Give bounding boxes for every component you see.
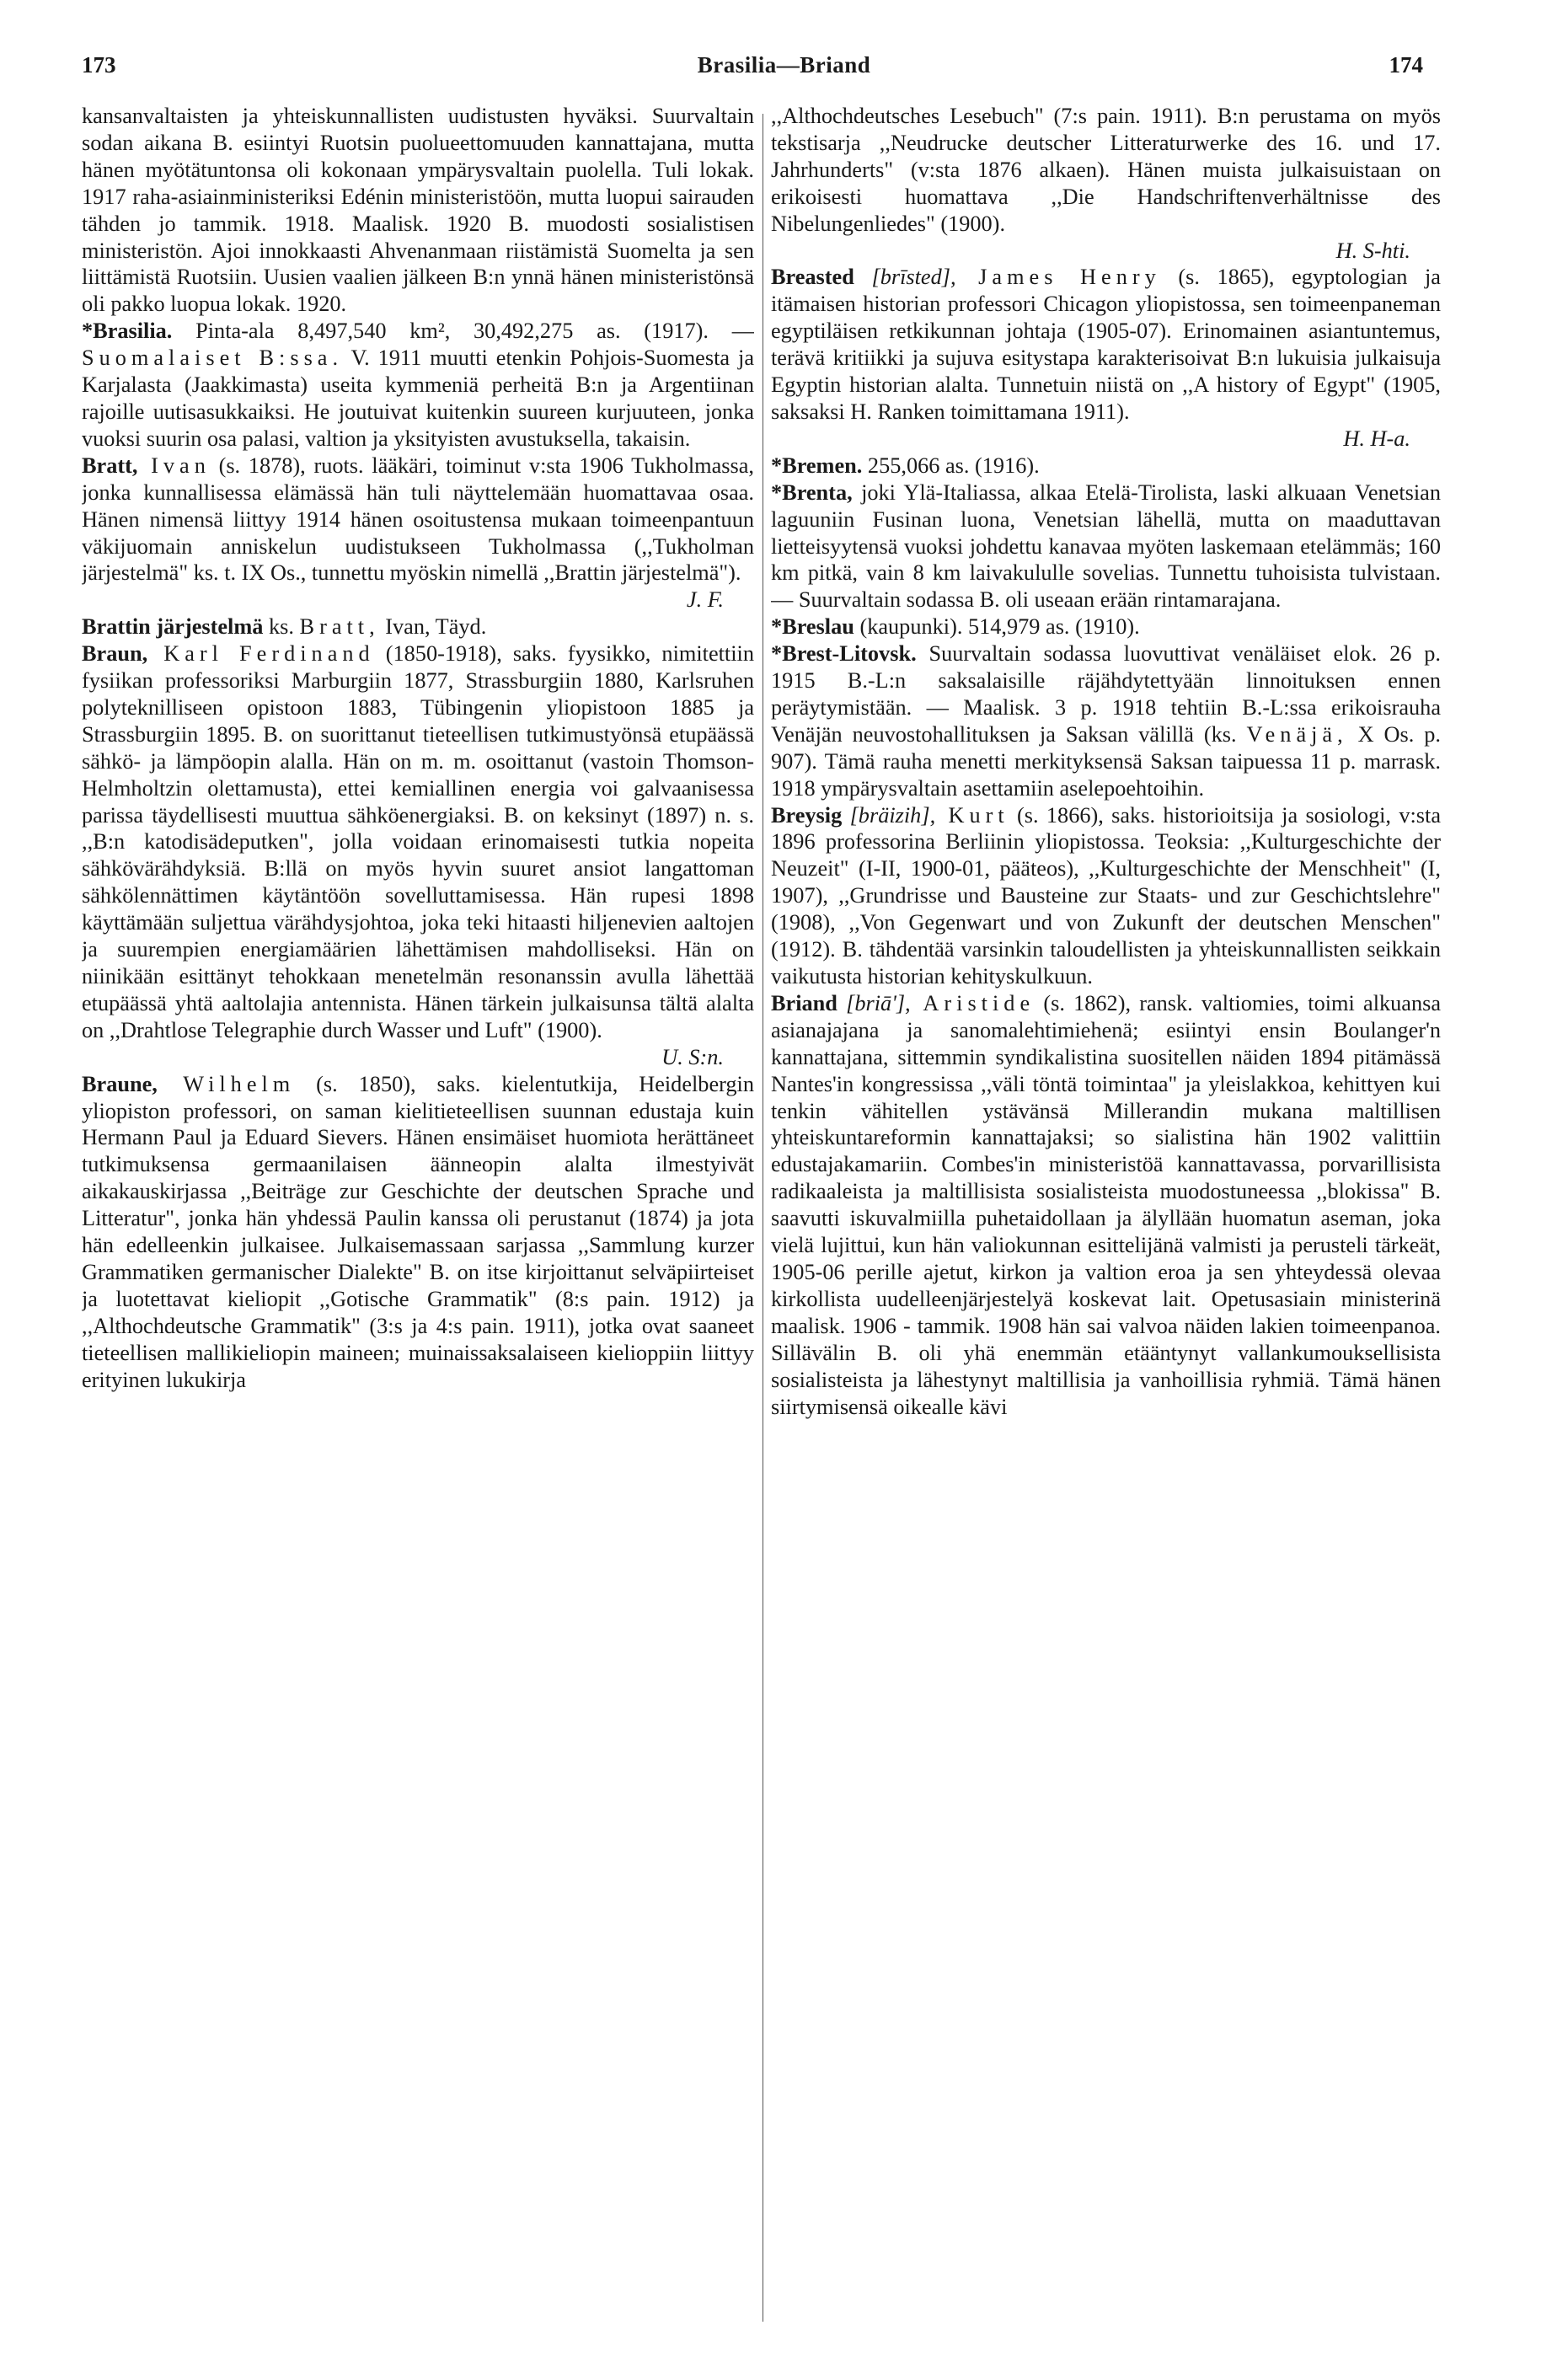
person-name: Karl Ferdinand <box>147 641 375 667</box>
entry-text: joki Ylä-Italiassa, alkaa Etelä-Tirolista, laski alkuaan Venetsian laguuniin Fusinan luona, Venetsian lähellä, mutta on maaduttavan lietteisyytensä vuoksi johdettu kanavaa myöten laskemaan etelämmäs; 160 km pitkä, vain 8 km laivakululle sovelias. Tunnettu tuhoisista tulvistaan. — Suurvaltain sodassa B. oli useaan erään rintamarajana. <box>771 479 1441 613</box>
entry-text: ks. <box>263 614 300 640</box>
entry-brenta <box>771 479 1441 614</box>
entry-headword: Breysig <box>771 802 843 828</box>
entry-headword: Bratt, <box>82 453 138 478</box>
entry-text: (s. 1865), egyptologian ja itämaisen historian professori Chicagon yliopistossa, sen toimeenpaneman egyptiläisen retkikunnan johtaja (1905-07). Erinomainen asiantuntemus, terävä kritiikki ja sujuva esitystapa karakterisoivat B:n lukuisia julkaisuja Egyptin historian alalta. Tunnetuin niistä on ,,A history of Egypt" (1905, saksaksi H. Ranken toimittamana 1911). <box>771 265 1441 424</box>
entry-headword: *Bremen. <box>771 453 863 478</box>
person-name: James Henry <box>955 265 1161 290</box>
pronunciation: [bräizih], <box>842 802 936 828</box>
entry-text: (s. 1878), ruots. lääkäri, toiminut v:sta 1906 Tukholmassa, jonka kunnallisessa elämässä hän tuli näyttelemään huomattavaa osaa. Hänen nimensä liittyy 1914 hänen osoitustensa mukaan toimeenpantuun väkijuomain anniskelun uudistukseen Tukholmassa (,,Tukholman järjestelmä" ks. t. IX Os., tunnettu myöskin nimellä ,,Brattin järjestelmä"). <box>82 453 754 586</box>
entry-text: Pinta-ala 8,497,540 km², 30,492,275 as. (1917). — <box>172 319 754 344</box>
entry-brasilia <box>82 318 754 453</box>
person-name: Aristide <box>910 990 1036 1015</box>
person-name: Wilhelm <box>157 1071 296 1096</box>
entry-headword: *Brasilia. <box>82 319 173 344</box>
entry-continuation <box>82 103 754 318</box>
person-name: Ivan <box>137 453 211 478</box>
entry-text: (s. 1862), ransk. valtiomies, toimi alkuansa asianajajana ja sanomalehtimiehenä; esiintyi ensin Boulanger'n kannattajana, sittemmin syndikalistina suositellen näiden 1894 pitämässä Nantes'in kongressissa ,,väli töntä toimintaa" ja yleislakkoa, kehittyen kui tenkin vähitellen ystävänsä Millerandin mukana maltillisen yhteiskuntareformin kannattajaksi; so sialistina hän 1902 valittiin edustajakamariin. Combes'in ministeristöä kannattavassa, porvarillisista radikaaleista ja maltillisista sosialisteista muodostuneessa ,,blokissa" B. saavutti iskuvalmiilla puhetaidollaan ja älyllään huomatun aseman, joka vielä lujittui, kun hän valiokunnan esittelijänä valmisti ja perusteli tärkeät, 1905-06 perille ajetut, kirkon ja valtion eroa ja sen yhteydessä olevaa kirkollista uudelleenjärjestelyä koskevat lait. Opetusasiain ministerinä maalisk. 1906 - tammik. 1908 hän sai valvoa näiden lakien toimeenpanoa. Sillävälin B. oli yhä enemmän etääntynyt vallankumouksellisista sosialisteista ja lähestynyt maltillisia ja vanhoillisia ryhmiä. Tämä hänen siirtymisensä oikealle kävi <box>771 990 1441 1419</box>
entry-breslau <box>771 613 1441 640</box>
entry-briand <box>771 990 1441 1421</box>
entry-text: (s. 1850), saks. kielentutkija, Heidelbergin yliopiston professori, on saman kielitieteellisen suunnan edustaja kuin Hermann Paul ja Eduard Sievers. Hänen ensimäiset huomiota herättäneet tutkimuksensa germaanilaisen äänneopin alalta ilmestyivät aikakauskirjassa ,,Beiträge zur Geschichte der deutschen Sprache und Litteratur", jonka hän yhdessä Paulin kanssa oli perustanut (1874) ja jota hän edelleenkin julkaisee. Julkaisemassaan sarjassa ,,Sammlung kurzer Grammatiken germanischer Dialekte" B. on itse kirjoittanut selväpiirteiset ja luotettavat kieliopit ,,Gotische Grammatik" (8:s pain. 1912) ja ,,Althochdeutsche Grammatik" (3:s ja 4:s pain. 1911), jotka ovat saaneet tieteellisen mallikieliopin maineen; muinaissaksalaiseen kielioppiin liittyy erityinen lukukirja <box>82 1071 754 1392</box>
cross-reference: Bratt, <box>299 614 380 640</box>
entry-bremen <box>771 453 1441 479</box>
pronunciation: [brīsted], <box>854 265 956 290</box>
entry-text: kansanvaltaisten ja yhteiskunnallisten uudistusten hyväksi. Suurvaltain sodan aikana B. esiintyi Ruotsin puolueettomuuden kannattajana, mutta hänen myötätuntonsa oli kokonaan ympärysvaltain puolella. Tuli lokak. 1917 raha-asiainministeriksi Edénin ministeristöön, mutta luopui sairauden tähden jo tammik. 1918. Maalisk. 1920 B. muodosti sosialistisen ministeristön. Ajoi innokkaasti Ahvenanmaan riistämistä Suomelta ja sen liittämistä Ruotsiin. Uusien vaalien jälkeen B:n ynnä hänen ministeristönsä oli pakko luopua lokak. 1920. <box>82 104 754 317</box>
entry-text: (1850-1918), saks. fyysikko, nimitettiin fysiikan professoriksi Marburgiin 1877, Strassburgiin 1880, Karlsruhen polyteknilliseen opistoon 1883, Tübingenin yliopistoon 1885 ja Strassburgiin 1895. B. on suorittanut tieteellisen tutkimustyönsä etupäässä sähkö- ja lämpöopin alalla. Hän on m. m. osoittanut (vastoin Thomson-Helmholtzin olettamusta), ettei kemiallinen energia voi galvaanisessa parissa täydellisesti muuttua sähköenergiaksi. B. on keksinyt (1897) n. s. ,,B:n katodisädeputken", jolla voidaan erinomaisesti tutkia nopeita sähkövärähdyksiä. B:llä on myös hyvin suuret ansiot langattoman sähkölennättimen käytäntöön sovelluttamisessa. Hän rupesi 1898 käyttämään suljettua värähdysjohtoa, joka teki hitaasti hiljenevien aaltojen ja suurempien energiamäärien lähettämisen mahdolliseksi. Hän on niinikään esittänyt tehokkaan menetelmän resonanssin avulla lähettää etupäässä yhtä aaltolajia antennista. Hänen tärkein julkaisunsa tältä alalta on ,,Drahtlose Telegraphie durch Wasser und Luft" (1900). <box>82 641 754 1042</box>
page-header <box>0 52 1568 94</box>
entry-text: Ivan, Täyd. <box>379 614 487 640</box>
right-page-number: 174 <box>1389 52 1423 78</box>
entry-headword: *Brest-Litovsk. <box>771 641 917 667</box>
entry-text: (kaupunki). 514,979 as. (1910). <box>854 614 1140 640</box>
entry-text: (s. 1866), saks. historioitsija ja sosiologi, v:sta 1896 professorina Berliinin yliopistossa. Teoksia: ,,Kulturgeschichte der Neuzeit" (I-II, 1900-01, pääteos), ,,Kulturgeschichte der Menschheit" (I, 1907), ,,Grundrisse und Bausteine zur Staats- und zur Geschichtslehre" (1908), ,,Von Gegenwart und von Zukunft der deutschen Menschen" (1912). B. tähdentää varsinkin taloudellisten ja yhteiskunnallisten seikkain vaikutusta historian kehityskulkuun. <box>771 802 1441 988</box>
entry-headword: Braune, <box>82 1071 158 1096</box>
author-signature: H. H-a. <box>1343 426 1410 451</box>
entry-braun <box>82 640 754 1071</box>
right-column <box>771 103 1441 2344</box>
entry-brest-litovsk <box>771 640 1441 801</box>
entry-text: Suurvaltain sodassa luovuttivat venäläiset elok. 26 p. 1915 B.-L:n saksalaisille räjähdytettyään linnoituksen ennen peräytymistään. — Maalisk. 3 p. 1918 tehtiin B.-L:ssa erikoisrauha Venäjän neuvostohallituksen ja Saksan välillä (ks. <box>771 641 1441 747</box>
author-signature: U. S:n. <box>661 1044 724 1069</box>
cross-reference: Venäjä, <box>1246 721 1348 747</box>
spaced-subheading: Suomalaiset B:ssa. <box>82 346 344 371</box>
running-title: Brasilia—Briand <box>697 52 871 78</box>
entry-headword: Brattin järjestelmä <box>82 614 264 640</box>
entry-text: V. 1911 muutti etenkin Pohjois-Suomesta ja Karjalasta (Jaakkimasta) useita kymmeniä perheitä B:n ja Argentiinan rajoille uutisasukkaiksi. He joutuivat kuitenkin suureen kurjuuteen, jonka vuoksi suurin osa palasi, valtion ja yksityisten avustuksella, takaisin. <box>82 346 754 451</box>
entry-brattin-jarjestelma <box>82 613 754 640</box>
left-page-number: 173 <box>82 52 116 78</box>
entry-headword: Braun, <box>82 641 148 667</box>
entry-headword: *Breslau <box>771 614 854 640</box>
pronunciation: [briā'], <box>837 990 911 1015</box>
entry-braune <box>82 1071 754 1394</box>
entry-text: ,,Althochdeutsches Lesebuch" (7:s pain. 1911). B:n perustama on myös tekstisarja ,,Neudrucke deutscher Litteraturwerke des 16. und 17. Jahrhunderts" (v:sta 1876 alkaen). Hänen muista julkaisuistaan on erikoisesti huomattava ,,Die Handschriftenverhältnisse des Nibelungenliedes" (1900). <box>771 104 1441 236</box>
entry-text: 255,066 as. (1916). <box>862 453 1040 478</box>
entry-breasted <box>771 264 1441 452</box>
entry-headword: Briand <box>771 990 838 1015</box>
entry-headword: *Brenta, <box>771 479 853 505</box>
entry-breysig <box>771 802 1441 990</box>
entry-text: X Os. p. 907). Tämä rauha menetti merkityksensä Saksan taipuessa 11 p. marrask. 1918 ympärysvaltain asettamiin aselepoehtoihin. <box>771 721 1441 801</box>
left-column <box>82 103 754 2344</box>
person-name: Kurt <box>935 802 1009 828</box>
entry-bratt <box>82 453 754 613</box>
entry-headword: Breasted <box>771 265 854 290</box>
author-signature: H. S-hti. <box>1335 238 1410 263</box>
author-signature: J. F. <box>686 587 724 613</box>
entry-continuation <box>771 103 1441 264</box>
